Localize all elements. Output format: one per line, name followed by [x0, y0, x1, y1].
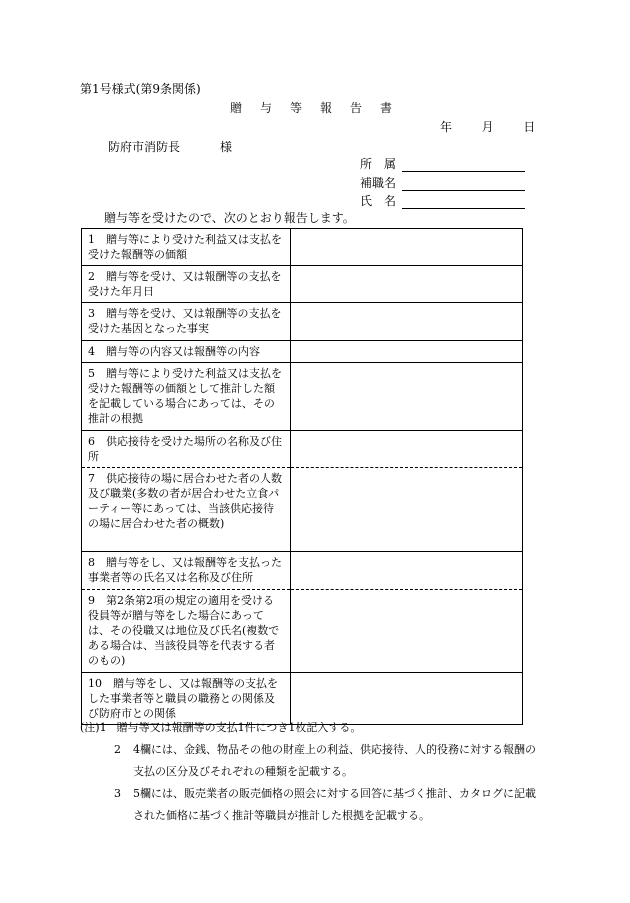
table-row [82, 363, 523, 431]
table-row [82, 431, 523, 468]
name-label: 氏 名 [360, 194, 397, 208]
addressee: 防府市消防長 [108, 140, 181, 154]
note-prefix: (注)1 [80, 721, 107, 734]
name-field[interactable] [402, 195, 525, 209]
note-number: 2 [114, 743, 121, 756]
row-label: 3 贈与等を受け、又は報酬等の支払を受けた基因となった事実 [82, 303, 291, 341]
row-label: 6 供応接待を受けた場所の名称及び住所 [82, 431, 291, 468]
row-value-field[interactable] [291, 229, 523, 266]
date-day-label: 日 [523, 120, 536, 134]
note-item [80, 717, 540, 739]
note-text: 贈与等又は報酬等の支払1件につき1枚記入する。 [116, 721, 362, 734]
affiliation-field[interactable] [402, 158, 525, 172]
row-label: 10 贈与等をし、又は報酬等の支払をした事業者等と職員の職務との関係及び防府市との関係 [82, 673, 291, 725]
notes-section [80, 717, 540, 827]
position-row [360, 174, 525, 191]
row-label: 9 第2条第2項の規定の適用を受ける役員等が贈与等をした場合にあっては、その役職又は地位及び氏名(複数である場合は、当該役員等を代表する者のもの) [82, 590, 291, 673]
row-label: 1 贈与等により受けた利益又は支払を受けた報酬等の価額 [82, 229, 291, 266]
row-value-field[interactable] [291, 341, 523, 363]
affiliation-label: 所 属 [360, 157, 397, 171]
row-value-field[interactable] [291, 431, 523, 468]
position-label: 補職名 [360, 176, 397, 190]
note-text: 5欄には、販売業者の販売価格の照会に対する回答に基づく推計、カタログに記載された価格に基づく推計等職員が推計した根拠を記載する。 [133, 787, 536, 822]
date-month-label: 月 [481, 120, 494, 134]
row-label: 8 贈与等をし、又は報酬等を支払った事業者等の氏名又は名称及び住所 [82, 552, 291, 590]
row-label: 4 贈与等の内容又は報酬等の内容 [82, 341, 291, 363]
row-value-field[interactable] [291, 590, 523, 673]
table-row [82, 266, 523, 303]
date-year-label: 年 [440, 120, 453, 134]
table-row [82, 303, 523, 341]
table-row [82, 590, 523, 673]
intro-text: 贈与等を受けたので、次のとおり報告します。 [104, 211, 355, 225]
position-field[interactable] [402, 177, 525, 191]
note-item [80, 783, 540, 827]
honorific: 様 [220, 140, 233, 154]
note-item [80, 739, 540, 783]
row-value-field[interactable] [291, 468, 523, 552]
row-value-field[interactable] [291, 552, 523, 590]
note-number: 3 [114, 787, 121, 800]
row-value-field[interactable] [291, 303, 523, 341]
affiliation-row [360, 155, 525, 172]
note-text: 4欄には、金銭、物品その他の財産上の利益、供応接待、人的役務に対する報酬の支払の区分及びそれぞれの種類を記載する。 [133, 743, 536, 778]
table-row [82, 468, 523, 552]
row-label: 5 贈与等により受けた利益又は支払を受けた報酬等の価額として推計した額を記載している場合にあっては、その推計の根拠 [82, 363, 291, 431]
name-row [360, 192, 525, 209]
table-row [82, 341, 523, 363]
table-row [82, 552, 523, 590]
table-row [82, 229, 523, 266]
date-line [440, 118, 535, 135]
report-table [81, 228, 523, 725]
row-value-field[interactable] [291, 363, 523, 431]
page-title: 贈与等報告書 [229, 101, 410, 115]
row-label: 7 供応接待の場に居合わせた者の人数及び職業(多数の者が居合わせた立食パーティー等にあっては、当該供応接待の場に居合わせた者の概数) [82, 468, 291, 552]
row-label: 2 贈与等を受け、又は報酬等の支払を受けた年月日 [82, 266, 291, 303]
form-number: 第1号様式(第9条関係) [80, 82, 201, 96]
row-value-field[interactable] [291, 266, 523, 303]
